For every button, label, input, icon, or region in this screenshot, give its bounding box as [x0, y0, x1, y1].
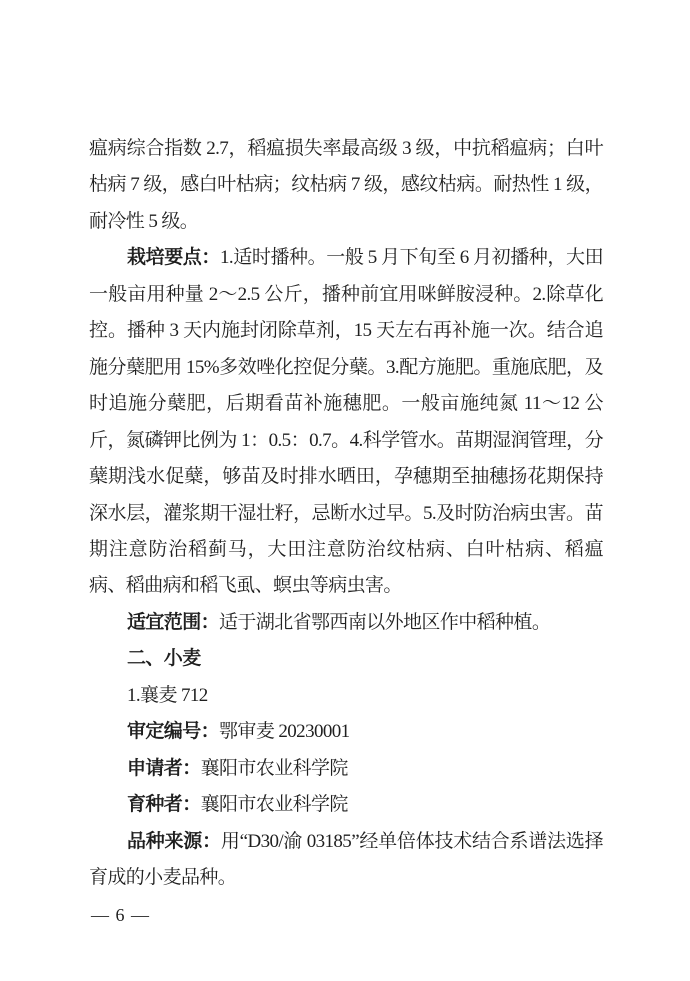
field-value-applicant: 襄阳市农业科学院 [200, 757, 348, 779]
field-value-variety-origin: 用“D30/渝 03185”经单倍体技术结合系谱法选择育成的小麦品种。 [89, 830, 603, 889]
field-label-breeder: 育种者： [127, 794, 201, 816]
paragraph-disease-resistance [89, 131, 603, 240]
field-value-approval-number: 鄂审麦 20230001 [219, 721, 350, 743]
paragraph-text: 适于湖北省鄂西南以外地区作中稻种植。 [219, 611, 551, 633]
section-heading-wheat [89, 641, 603, 677]
field-variety-origin [89, 824, 603, 897]
field-label-variety-origin: 品种来源： [127, 830, 221, 852]
paragraph-cultivation-points [89, 240, 603, 605]
variety-name-text: 1.襄麦 712 [127, 684, 208, 706]
paragraph-text: 瘟病综合指数 2.7，稻瘟损失率最高级 3 级，中抗稻瘟病；白叶枯病 7 级，感白叶枯病；纹枯病 7 级，感纹枯病。耐热性 1 级，耐冷性 5 级。 [89, 138, 603, 232]
section-heading-text: 二、小麦 [127, 648, 201, 670]
field-applicant [89, 751, 603, 787]
field-breeder [89, 787, 603, 823]
variety-name [89, 678, 603, 714]
document-body [89, 131, 603, 897]
paragraph-text: 1.适时播种。一般 5 月下旬至 6 月初播种，大田一般亩用种量 2～2.5 公斤，播种前宜用咪鲜胺浸种。2.除草化控。播种 3 天内施封闭除草剂，15 天左右再补施一次。结合追施分蘖肥用 15%多效唑化控促分蘖。3.配方施肥。重施底肥，及时追施分蘖肥，后期看苗补施穗肥。一般亩施纯氮 11～12 公斤，氮磷钾比例为 1：0.5：0.7。4.科学管水。苗期湿润管理，分蘖期浅水促蘖，够苗及时排水晒田，孕穗期至抽穗扬花期保持深水层，灌浆期干湿壮籽，忌断水过早。5.及时防治病虫害。苗期注意防治稻蓟马，大田注意防治纹枯病、白叶枯病、稻瘟病、稻曲病和稻飞虱、螟虫等病虫害。 [89, 247, 603, 597]
field-label-applicant: 申请者： [127, 757, 201, 779]
field-label-cultivation: 栽培要点： [127, 247, 220, 269]
page-number: — 6 — [91, 905, 150, 925]
field-value-breeder: 襄阳市农业科学院 [200, 794, 348, 816]
paragraph-suitable-range [89, 605, 603, 641]
field-approval-number [89, 714, 603, 750]
field-label-approval-number: 审定编号： [127, 721, 220, 743]
field-label-suitable-range: 适宜范围： [127, 611, 220, 633]
